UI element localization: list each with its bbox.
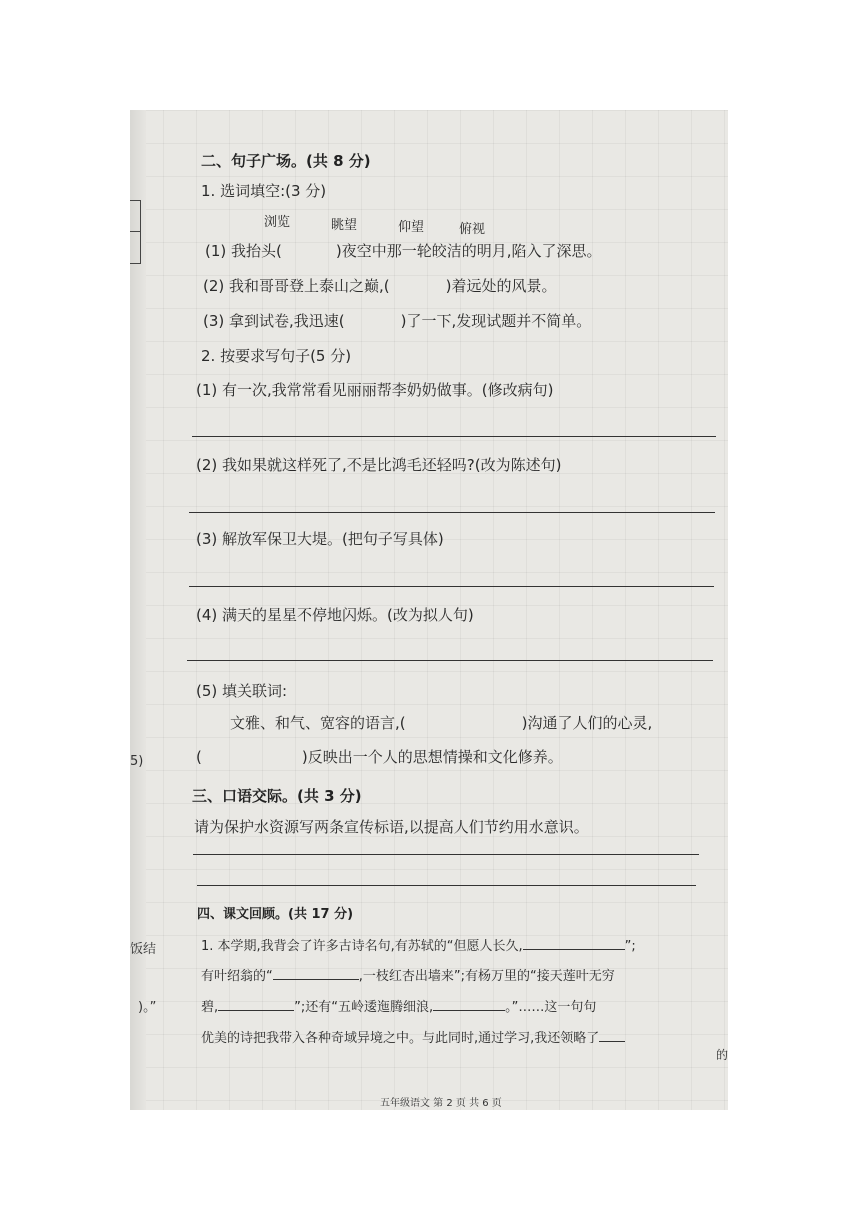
word-option-1: 浏览 [264,215,291,230]
q1-item-1-after: )夜空中那一轮皎洁的明月,陷入了深思。 [335,242,602,260]
q2-item-5-title: (5) 填关联词: [196,682,288,700]
margin-text-left-2: 饭结 [130,942,157,957]
q1-item-2-before: (2) 我和哥哥登上泰山之巅,( [203,277,390,295]
margin-text-left-1: 5) [130,754,144,769]
section2-title: 二、句子广场。(共 8 分) [201,152,371,170]
q1-item-1-before: (1) 我抬头( [205,242,282,260]
q2-item-5-line2-before: ( [196,748,202,766]
poem-blank-3[interactable] [218,996,294,1011]
q2-item-3: (3) 解放军保卫大堤。(把句子写具体) [196,530,444,548]
section4-line-1 [201,935,636,954]
answer-line-3[interactable] [189,586,714,587]
section4-line-3-text: 碧, [201,1000,219,1015]
poem-blank-1[interactable] [523,935,625,950]
section4-line-3 [201,996,596,1015]
poem-blank-4[interactable] [433,996,505,1011]
section4-line-2-end: ,一枝红杏出墙来”;有杨万里的“接天莲叶无穷 [358,969,615,984]
q2-item-5-line1-after: )沟通了人们的心灵, [521,714,653,732]
slogan-line-2[interactable] [197,885,696,886]
poem-blank-2[interactable] [273,965,359,980]
page-footer: 五年级语文 第 2 页 共 6 页 [380,1098,502,1109]
q2-item-1: (1) 有一次,我常常看见丽丽帮李奶奶做事。(修改病句) [196,381,554,399]
q2-item-5-line2 [196,746,563,767]
section4-line-4-text: 优美的诗把我带入各种奇域异境之中。与此同时,通过学习,我还领略了 [201,1031,600,1046]
margin-text-right-1: 的 [716,1048,729,1062]
section4-title: 四、课文回顾。(共 17 分) [197,907,354,922]
q2-item-5-line1 [230,712,652,733]
margin-table-fragment-row [130,231,141,232]
q2-item-5-line2-after: )反映出一个人的思想情操和文化修养。 [301,748,563,766]
answer-line-1[interactable] [192,436,716,437]
answer-line-4[interactable] [187,660,713,661]
q1-item-2 [203,275,557,296]
q1-title: 1. 选词填空:(3 分) [201,182,327,200]
section3-title: 三、口语交际。(共 3 分) [192,787,362,805]
section4-line-4 [201,1027,625,1046]
section4-line-2-text: 有叶绍翁的“ [201,969,273,984]
q2-title: 2. 按要求写句子(5 分) [201,347,352,365]
q1-item-3-after: )了一下,发现试题并不简单。 [400,312,592,330]
margin-table-fragment [130,200,141,264]
section4-line-1-end: ”; [624,939,636,954]
q1-item-3 [203,310,591,331]
section4-line-2 [201,965,615,984]
poem-blank-5[interactable] [599,1027,625,1042]
section4-line-1-text: 1. 本学期,我背会了许多古诗名句,有苏轼的“但愿人长久, [201,939,523,954]
q1-item-3-before: (3) 拿到试卷,我迅速( [203,312,345,330]
section4-line-3-mid: ”;还有“五岭逶迤腾细浪, [294,1000,434,1015]
section4-line-3-end: 。”……这一句句 [505,1000,597,1015]
q2-item-4: (4) 满天的星星不停地闪烁。(改为拟人句) [196,606,474,624]
answer-line-2[interactable] [189,512,715,513]
word-option-2: 眺望 [331,218,358,233]
q1-item-1 [205,240,602,261]
word-option-3: 仰望 [398,220,425,235]
q1-item-2-after: )着远处的风景。 [445,277,557,295]
q2-item-5-line1-before: 文雅、和气、宽容的语言,( [230,714,406,732]
margin-text-left-3: )。” [138,1000,157,1015]
word-option-4: 俯视 [459,222,486,237]
slogan-line-1[interactable] [193,854,699,855]
section3-prompt: 请为保护水资源写两条宣传标语,以提高人们节约用水意识。 [194,818,589,836]
q2-item-2: (2) 我如果就这样死了,不是比鸿毛还轻吗?(改为陈述句) [196,456,562,474]
